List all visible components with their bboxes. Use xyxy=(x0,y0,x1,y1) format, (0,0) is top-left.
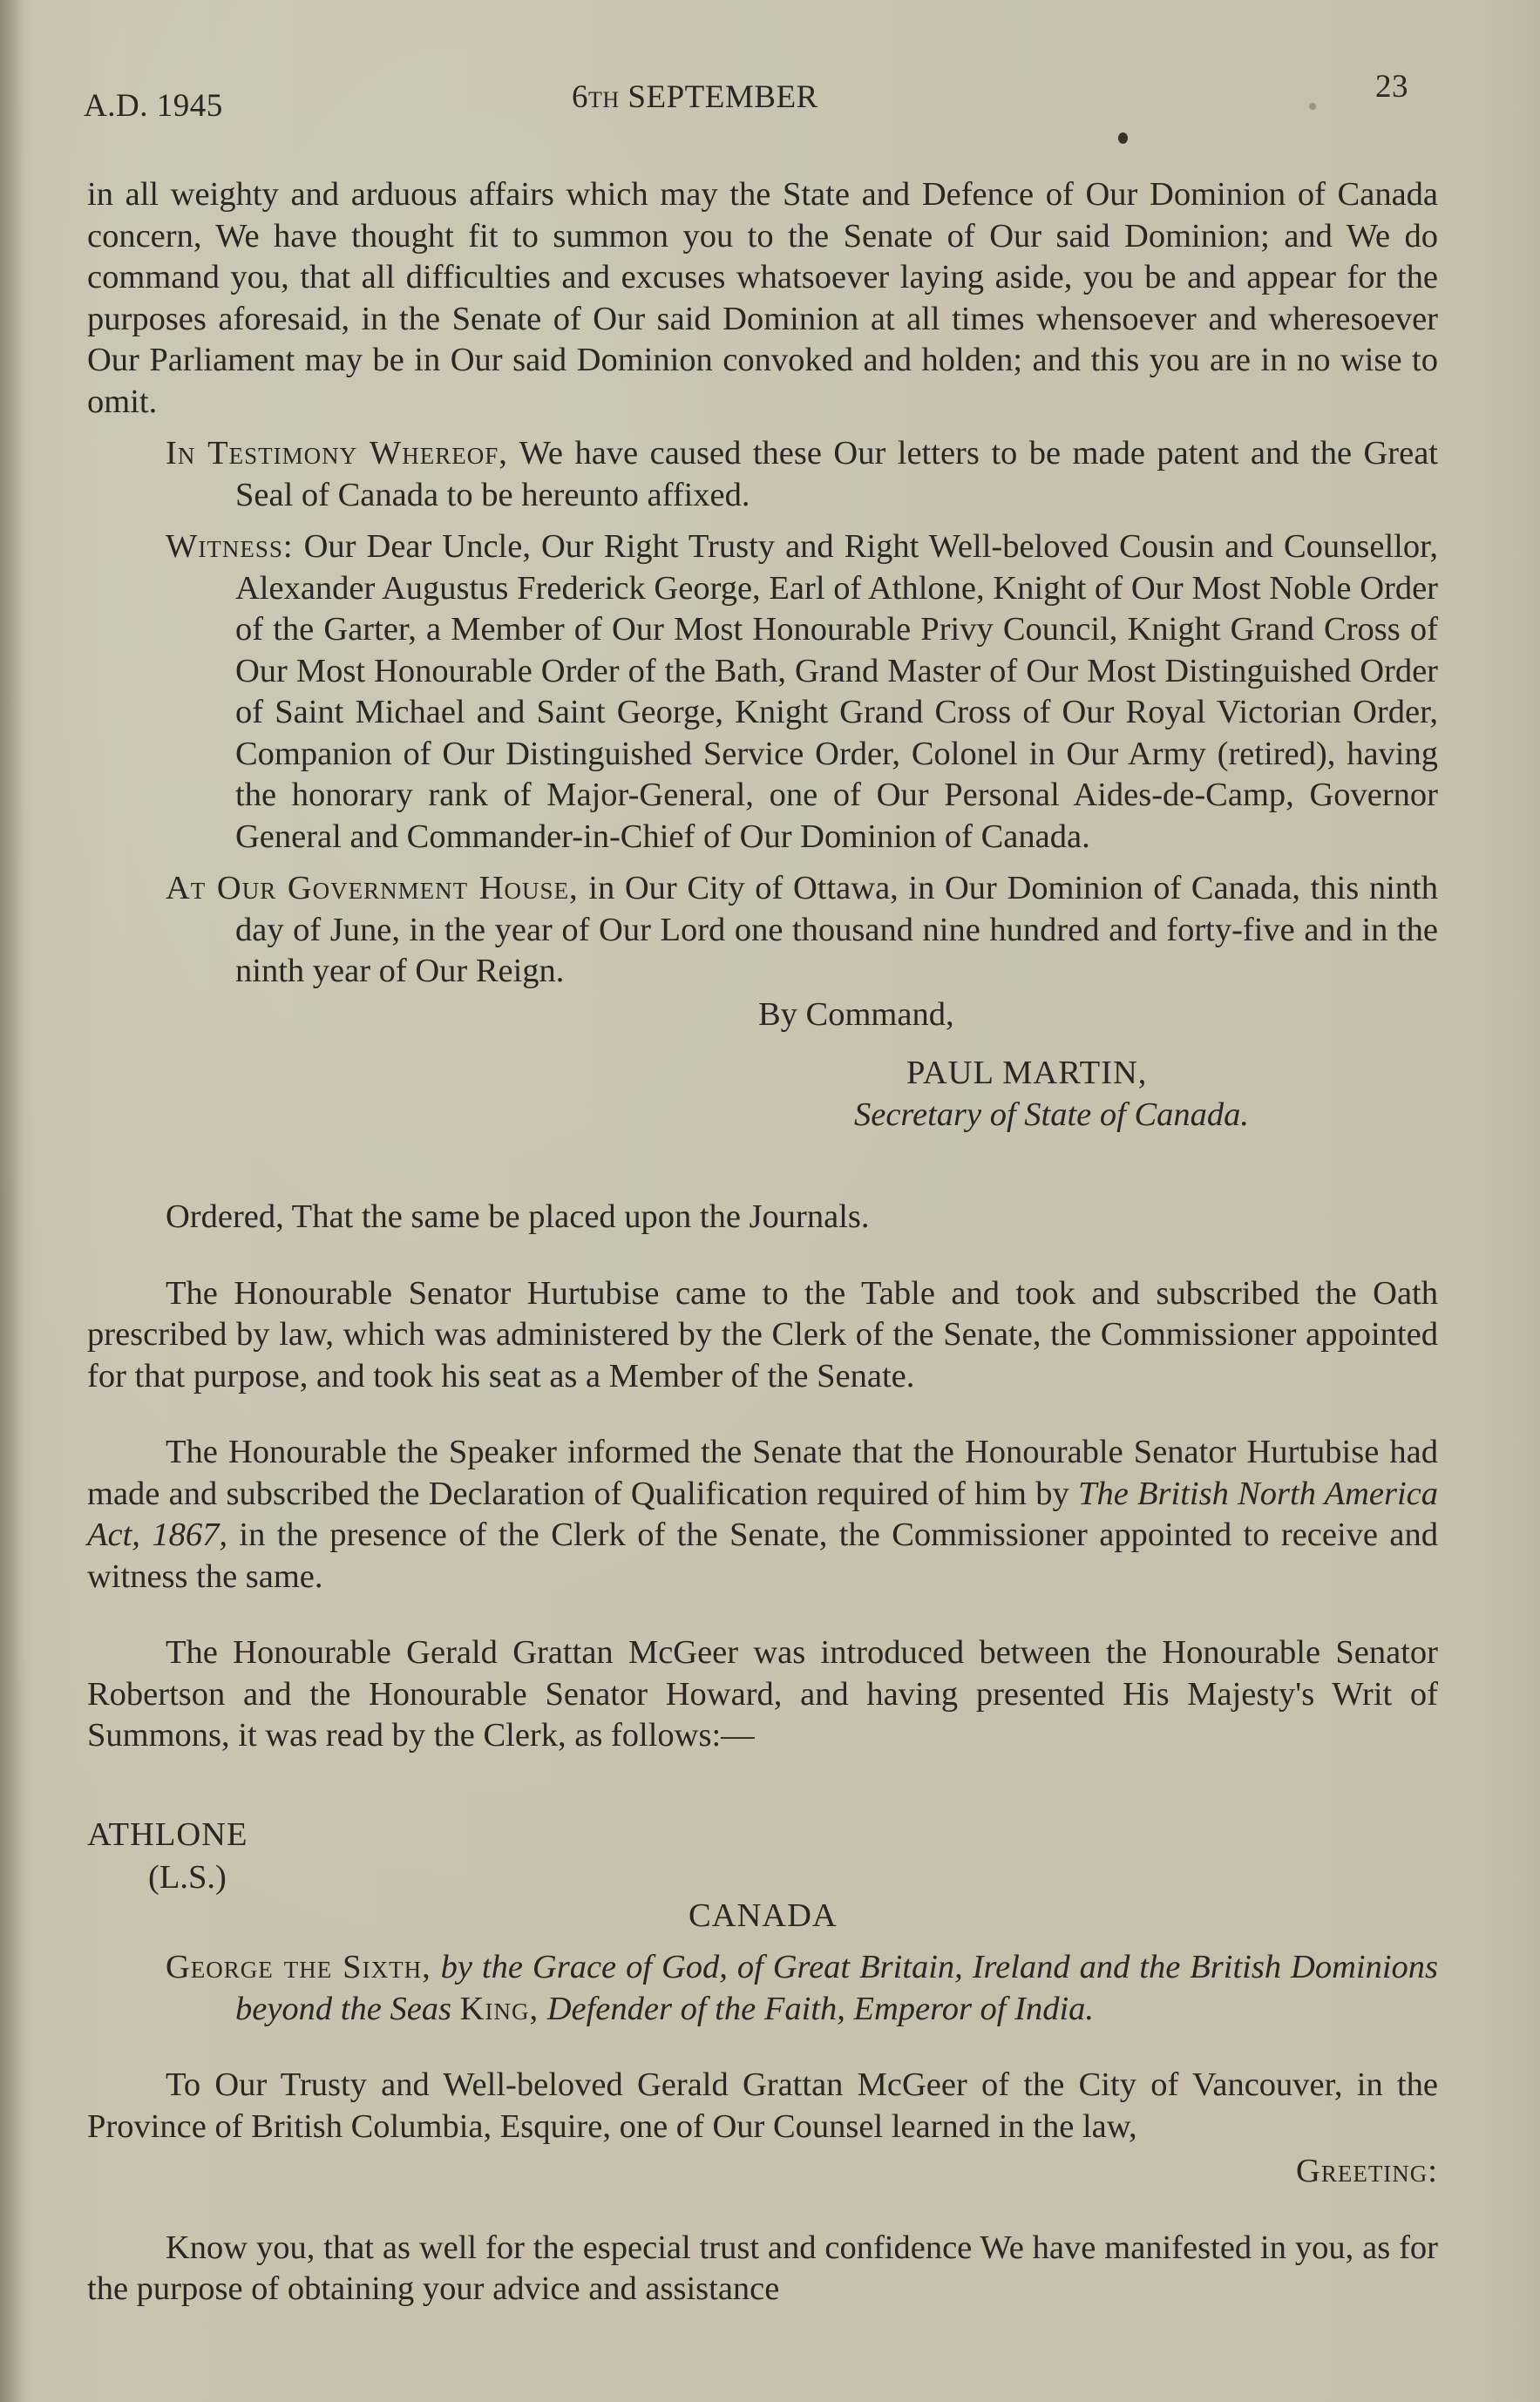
witness-text: Our Dear Uncle, Our Right Trusty and Right Well-beloved Cousin and Counsellor, Alexander Augustus Frederick George, Earl of Athlone, Knight of Our Most Noble Order of the Garter, a Member of Our Most Honourable Privy Council, Knight Grand Cross of Our Most Honourable Order of the Bath, Grand Master of Our Most Distinguished Order of Saint Michael and Saint George, Knight Grand Cross of Our Royal Victorian Order, Companion of Our Distinguished Service Order, Colonel in Our Army (retired), having the honorary rank of Major-General, one of Our Personal Aides-de-Camp, Governor General and Commander-in-Chief of Our Dominion of Canada. xyxy=(235,528,1438,855)
header-day: 6th xyxy=(572,79,620,115)
body-text xyxy=(87,174,1438,2310)
paragraph-testimony xyxy=(166,433,1438,516)
testimony-lead: In Testimony Whereof, xyxy=(166,435,508,472)
ink-speck xyxy=(1118,132,1128,144)
header-month: SEPTEMBER xyxy=(619,79,818,115)
speaker-text-pre: The Honourable the Speaker informed the Senate that the Honourable Senator Hurtubise had made and subscribed the Declaration of Qualification required of him by xyxy=(87,1434,1438,1512)
header-title xyxy=(572,78,818,116)
george-king: King, xyxy=(459,1990,539,2027)
george-text-1: by the Grace of God, of Great Britain, Ireland and the British Dominions beyond the Seas xyxy=(235,1949,1439,2027)
seal-mark: (L.S.) xyxy=(148,1859,227,1896)
running-header xyxy=(84,69,1408,131)
speaker-text-post: in the presence of the Clerk of the Senate, the Commissioner appointed to receive and witness the same. xyxy=(87,1517,1438,1595)
greeting: Greeting: xyxy=(1296,2153,1438,2189)
paragraph-know-you: Know you, that as well for the especial trust and confidence We have manifested in you, as for the purpose of obtaining your advice and assistance xyxy=(87,2229,1438,2307)
paragraph-ordered: Ordered, That the same be placed upon the Journals. xyxy=(166,1198,870,1235)
by-command: By Command, xyxy=(758,995,954,1033)
binding-shadow xyxy=(0,0,24,2402)
canada-heading: CANADA xyxy=(689,1896,838,1934)
george-lead: George the Sixth, xyxy=(166,1949,431,1985)
paragraph-hurtubise-oath: The Honourable Senator Hurtubise came to the Table and took and subscribed the Oath prescribed by law, which was administered by the Clerk of the Senate, the Commissioner appointed for that purpose, and took his seat as a Member of the Senate. xyxy=(87,1274,1438,1394)
testimony-text: We have caused these Our letters to be made patent and the Great Seal of Canada to be hereunto affixed. xyxy=(235,435,1439,513)
athlone-signature: ATHLONE xyxy=(87,1815,248,1853)
signature-title: Secretary of State of Canada. xyxy=(854,1096,1250,1133)
paragraph-writ-continuation: in all weighty and arduous affairs which may the State and Defence of Our Dominion of Canada concern, We have thought fit to summon you to the Senate of Our said Dominion; and We do command you, that all difficulties and excuses whatsoever laying aside, you be and appear for the purposes aforesaid, in the Senate of Our said Dominion at all times whensoever and wheresoever Our Parliament may be in Our said Dominion convoked and holden; and this you are in no wise to omit. xyxy=(87,176,1438,420)
george-text-2: Defender of the Faith, Emperor of India. xyxy=(539,1990,1095,2027)
paragraph-to-mcgeer: To Our Trusty and Well-beloved Gerald Grattan McGeer of the City of Vancouver, in the Province of British Columbia, Esquire, one of Our Counsel learned in the law, xyxy=(87,2066,1438,2145)
paragraph-george-the-sixth xyxy=(166,1947,1438,2030)
speaker-act-title: The British North America Act, 1867, xyxy=(87,1475,1438,1553)
paragraph-speaker xyxy=(87,1432,1438,1598)
page-number: 23 xyxy=(1375,69,1408,105)
header-date: A.D. 1945 xyxy=(84,88,223,124)
witness-lead: Witness: xyxy=(166,528,294,565)
at-text: in Our City of Ottawa, in Our Dominion of Canada, this ninth day of June, in the year of Our Lord one thousand nine hundred and forty-five and in the ninth year of Our Reign. xyxy=(235,870,1438,989)
paragraph-government-house xyxy=(166,868,1438,993)
paragraph-mcgeer-introduction: The Honourable Gerald Grattan McGeer was introduced between the Honourable Senator Robertson and the Honourable Senator Howard, and having presented His Majesty's Writ of Summons, it was read by the Clerk, as follows:— xyxy=(87,1634,1438,1754)
at-lead: At Our Government House, xyxy=(166,870,579,906)
signature-name: PAUL MARTIN, xyxy=(906,1055,1148,1091)
paragraph-witness xyxy=(166,526,1438,858)
